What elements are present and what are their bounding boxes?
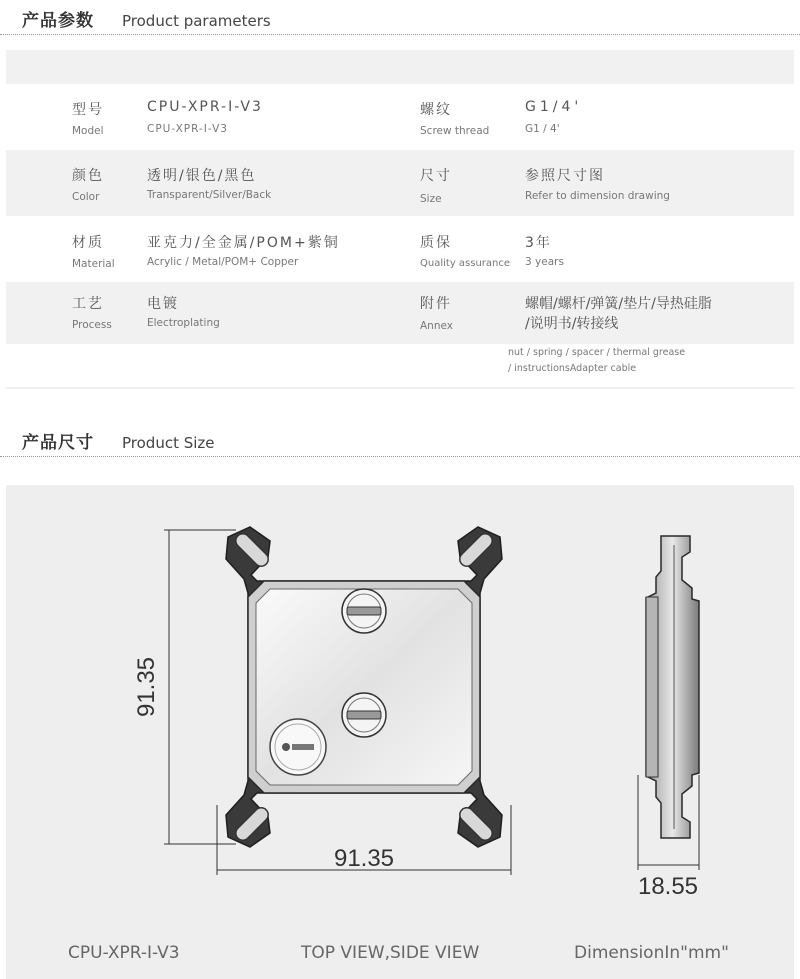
label-color-en: Color [72, 191, 100, 203]
label-process-cn: 工艺 [72, 296, 104, 312]
size-title-en: Product Size [122, 434, 215, 452]
param-row-annex-en [6, 344, 794, 387]
label-warranty-cn: 质保 [420, 235, 452, 251]
value-color-cn: 透明/银色/黑色 [147, 168, 257, 184]
label-process-en: Process [72, 319, 112, 331]
size-title-cn: 产品尺寸 [22, 433, 94, 453]
value-warranty-cn: 3年 [525, 235, 552, 251]
side-cold-plate [646, 597, 658, 777]
param-row-model [6, 84, 794, 150]
param-row-process [6, 282, 794, 344]
label-material-en: Material [72, 258, 115, 270]
value-annex-en-line1: nut / spring / spacer / thermal grease [508, 347, 686, 358]
value-annex-cn-line1: 螺帽/螺杆/弹簧/垫片/导热硅脂 [525, 296, 712, 312]
params-table [6, 50, 794, 389]
params-title-en: Product parameters [122, 12, 271, 30]
value-process-en: Electroplating [147, 317, 220, 329]
value-model-cn: CPU-XPR-I-V3 [147, 99, 263, 115]
param-row-color [6, 150, 794, 216]
label-thread-en: Screw thread [420, 125, 490, 137]
params-section-header [0, 0, 800, 35]
label-annex-en: Annex [420, 320, 453, 332]
label-annex-cn: 附件 [420, 296, 452, 312]
params-title-cn: 产品参数 [22, 11, 94, 31]
dimension-drawing-panel [6, 485, 794, 979]
value-warranty-en: 3 years [525, 256, 564, 268]
caption-model: CPU-XPR-I-V3 [68, 943, 180, 963]
value-material-cn: 亚克力/全金属/POM+紫铜 [147, 235, 340, 251]
value-process-cn: 电镀 [147, 296, 179, 312]
caption-unit: DimensionIn"mm" [574, 943, 729, 963]
label-model-cn: 型号 [72, 102, 104, 118]
width-dim-label: 91.35 [333, 845, 395, 872]
size-section-header [0, 422, 800, 457]
label-size-en: Size [420, 193, 442, 205]
value-size-en: Refer to dimension drawing [525, 190, 670, 202]
height-dimension [164, 530, 236, 844]
label-color-cn: 颜色 [72, 168, 104, 184]
height-dim-label: 91.35 [133, 656, 160, 718]
label-thread-cn: 螺纹 [420, 102, 452, 118]
top-view [226, 527, 524, 847]
caption-views: TOP VIEW,SIDE VIEW [301, 943, 480, 963]
thickness-dim-label: 18.55 [637, 873, 699, 900]
value-thread-cn: G1/4' [525, 99, 583, 115]
label-material-cn: 材质 [72, 235, 104, 251]
value-annex-en-line2: / instructionsAdapter cable [508, 363, 637, 374]
value-size-cn: 参照尺寸图 [525, 168, 605, 184]
label-warranty-en: Quality assurance [420, 258, 511, 269]
label-model-en: Model [72, 125, 104, 137]
label-size-cn: 尺寸 [420, 168, 452, 184]
param-row-material [6, 216, 794, 282]
value-annex-cn-line2: /说明书/转接线 [525, 316, 619, 332]
value-color-en: Transparent/Silver/Back [147, 189, 272, 201]
value-material-en: Acrylic / Metal/POM+ Copper [147, 256, 299, 268]
value-thread-en: G1 / 4' [525, 123, 560, 135]
side-view [646, 536, 699, 838]
brand-badge [270, 719, 326, 775]
dimension-drawing [6, 485, 794, 979]
value-model-en: CPU-XPR-I-V3 [147, 123, 228, 135]
